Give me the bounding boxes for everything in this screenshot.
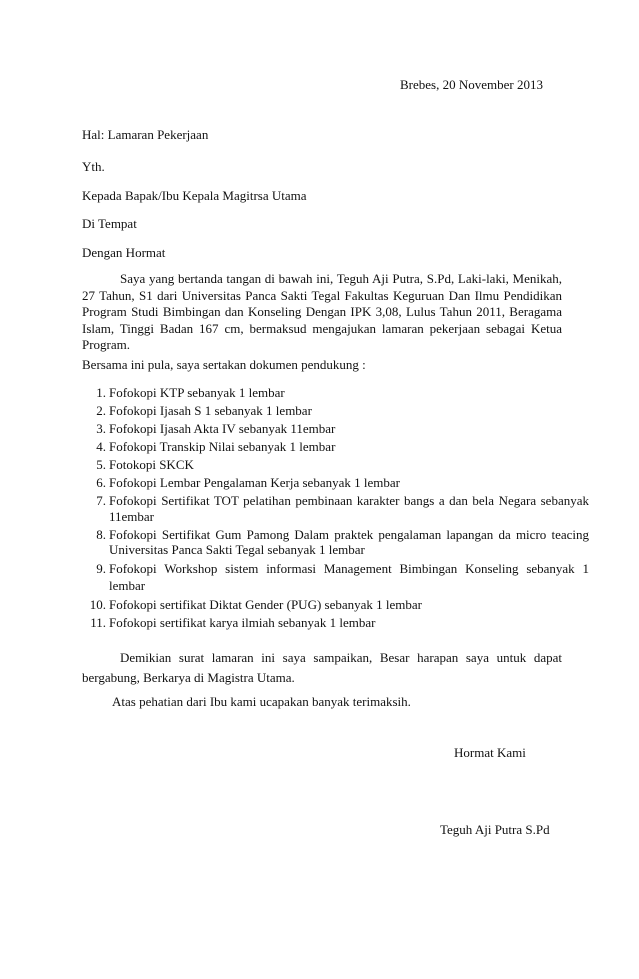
- list-item: [96, 402, 589, 419]
- list-item-number: 11.: [90, 614, 106, 630]
- recipient: Kepada Bapak/Ibu Kepala Magitrsa Utama: [82, 188, 307, 203]
- sign-off: Hormat Kami: [454, 745, 526, 760]
- thanks-line: Atas pehatian dari Ibu kami ucapakan banyak terimaksih.: [112, 694, 411, 709]
- list-item-text: Fofokopi Transkip Nilai sebanyak 1 lembar: [109, 438, 336, 454]
- attachments-intro: Bersama ini pula, saya sertakan dokumen pendukung :: [82, 357, 366, 372]
- list-item: [96, 420, 589, 437]
- list-item-text: Fofokopi Ijasah Akta IV sebanyak 11embar: [109, 420, 336, 436]
- list-item-text: Fotokopi SKCK: [109, 456, 194, 472]
- list-item-text: Fofokopi Sertifikat Gum Pamong Dalam praktek pengalaman lapangan da micro teacing Universitas Panca Sakti Tegal sebanyak 1 lembar: [109, 526, 589, 558]
- greeting: Dengan Hormat: [82, 245, 166, 260]
- list-item-number: 2.: [96, 402, 106, 418]
- list-item: [96, 456, 589, 473]
- list-item-number: 10.: [89, 596, 106, 612]
- subject-line: Hal: Lamaran Pekerjaan: [82, 127, 209, 142]
- list-item: [89, 596, 589, 613]
- list-item: [96, 474, 589, 491]
- list-item-text: Fofokopi sertifikat karya ilmiah sebanyak 1 lembar: [109, 614, 376, 630]
- list-item: [96, 385, 589, 401]
- list-item: [96, 438, 589, 455]
- list-item: [96, 526, 589, 559]
- list-item: [96, 492, 589, 525]
- list-item-text: Fofokopi Sertifikat TOT pelatihan pembinaan karakter bangs a dan bela Negara sebanyak 11embar: [109, 492, 589, 524]
- list-item: [90, 614, 589, 631]
- list-item-text: Fofokopi sertifikat Diktat Gender (PUG) sebanyak 1 lembar: [109, 596, 423, 612]
- documents-list: [82, 385, 589, 633]
- list-item-number: 7.: [96, 492, 106, 508]
- list-item-number: 5.: [96, 456, 106, 472]
- list-item: [96, 560, 589, 594]
- intro-paragraph: Saya yang bertanda tangan di bawah ini, Teguh Aji Putra, S.Pd, Laki-laki, Menikah, 27 Tahun, S1 dari Universitas Panca Sakti Tegal Fakultas Keguruan Dan Ilmu Pendidikan Program Studi Bimbingan dan Konseling Dengan IPK 3,08, Lulus Tahun 2011, Beragama Islam, Tinggi Badan 167 cm, bermaksud mengajukan lamaran pekerjaan sebagai Ketua Program.: [82, 271, 562, 352]
- list-item-text: Fofokopi Lembar Pengalaman Kerja sebanyak 1 lembar: [109, 474, 400, 490]
- list-item-number: 6.: [96, 474, 106, 490]
- list-item-number: 8.: [96, 526, 106, 542]
- location: Di Tempat: [82, 216, 137, 231]
- list-item-number: 1.: [96, 385, 106, 400]
- list-item-text: Fofokopi KTP sebanyak 1 lembar: [109, 385, 285, 400]
- list-item-number: 9.: [96, 561, 106, 577]
- signature-name: Teguh Aji Putra S.Pd: [440, 822, 550, 837]
- salutation-yth: Yth.: [82, 159, 105, 174]
- list-item-number: 3.: [96, 420, 106, 436]
- list-item-text: Fofokopi Ijasah S 1 sebanyak 1 lembar: [109, 402, 312, 418]
- list-item-number: 4.: [96, 438, 106, 454]
- place-date: Brebes, 20 November 2013: [400, 77, 543, 92]
- list-item-text: Fofokopi Workshop sistem informasi Management Bimbingan Konseling sebanyak 1 lembar: [109, 561, 589, 594]
- closing-paragraph: Demikian surat lamaran ini saya sampaikan, Besar harapan saya untuk dapat bergabung, Berkarya di Magistra Utama.: [82, 650, 562, 685]
